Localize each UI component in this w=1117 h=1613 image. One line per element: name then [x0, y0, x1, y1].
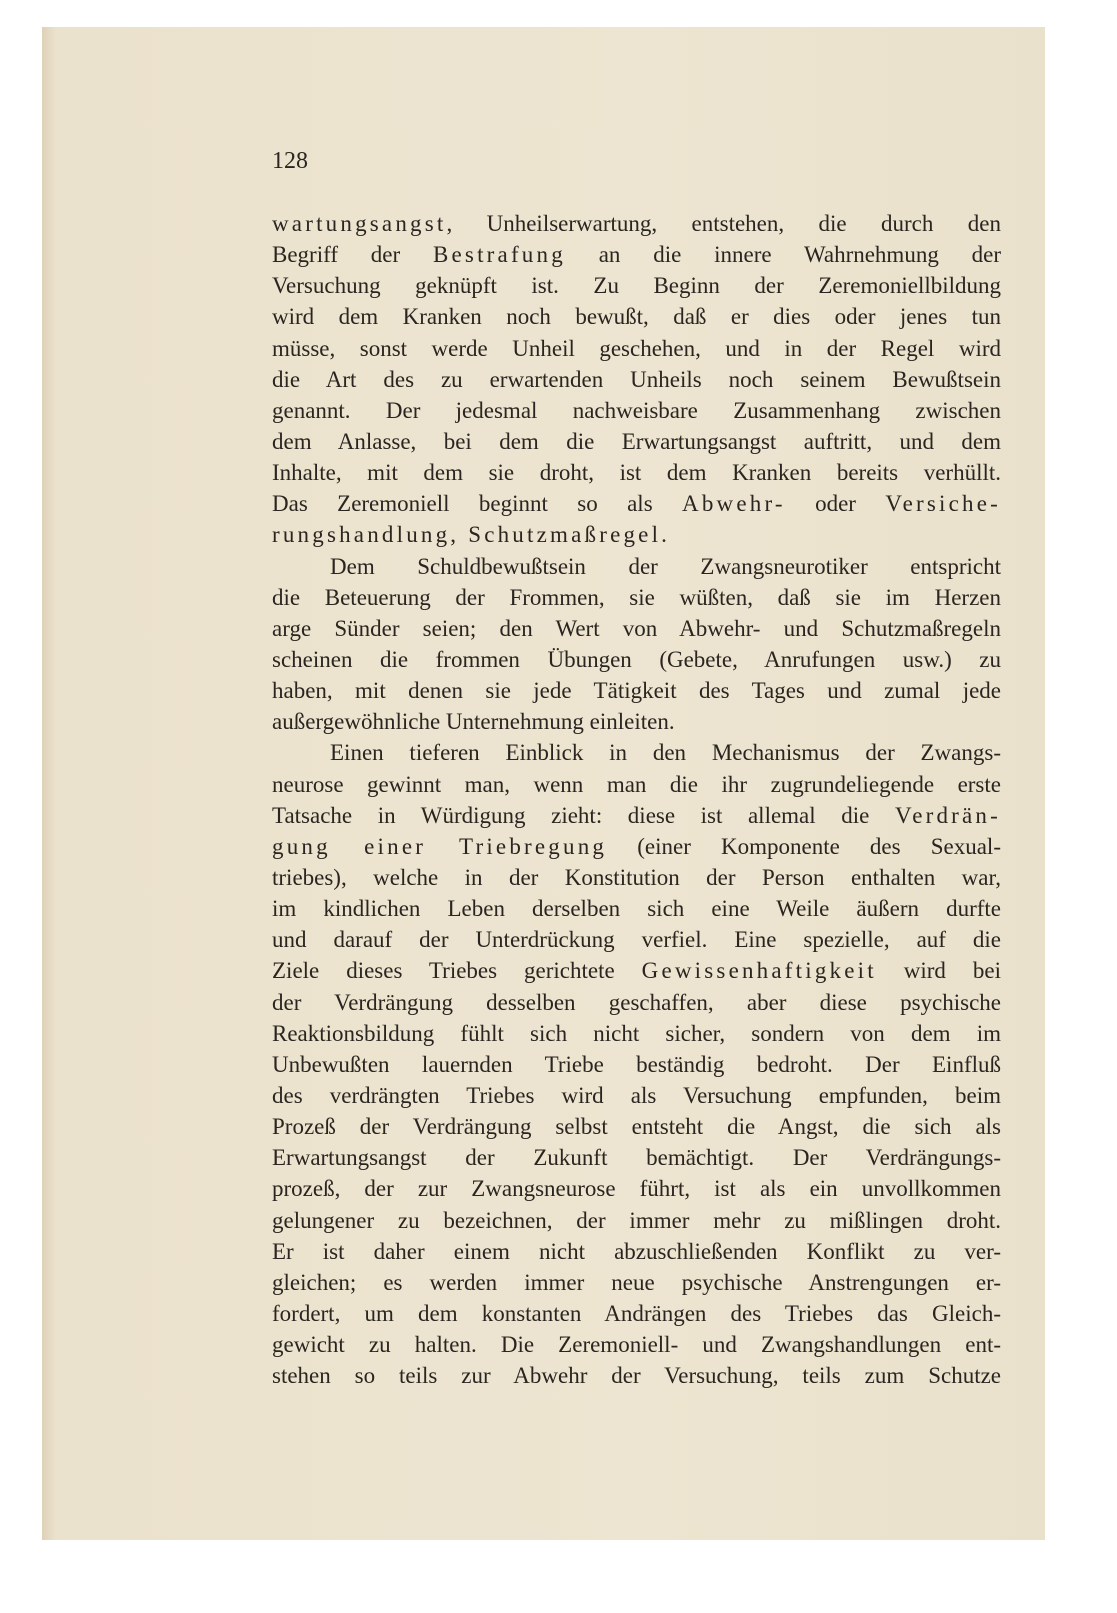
text-run: wird bei: [876, 958, 1001, 984]
text-line: [272, 893, 1001, 924]
text-run: scheinen die frommen Übungen (Gebete, Anrufungen usw.) zu: [272, 646, 1001, 672]
text-line: [272, 800, 1001, 831]
text-run: Begriff der: [272, 242, 433, 268]
text-line: [272, 270, 1001, 301]
text-line: [272, 924, 1001, 955]
text-line: [272, 1267, 1001, 1298]
text-run: , Unheilserwartung, entstehen, die durch den: [446, 211, 1001, 236]
text-run: müsse, sonst werde Unheil geschehen, und in der Regel wird: [272, 335, 1001, 361]
text-line: [272, 1236, 1001, 1267]
text-line: [272, 955, 1001, 986]
text-line: [272, 706, 1001, 737]
text-run: haben, mit denen sie jede Tätigkeit des Tages und zumal jede: [272, 678, 1001, 704]
text-line: [272, 488, 1001, 519]
text-line: [272, 582, 1001, 613]
body-text: [272, 208, 1001, 1391]
text-line: [272, 457, 1001, 488]
text-run: an die innere Wahrnehmung der: [565, 242, 1001, 268]
text-run: gleichen; es werden immer neue psychische Anstrengungen er-: [272, 1269, 1001, 1295]
text-run: genannt. Der jedesmal nachweisbare Zusammenhang zwischen: [272, 397, 1001, 423]
text-run: neurose gewinnt man, wenn man die ihr zugrundeliegende erste: [272, 771, 1001, 797]
text-line: [272, 675, 1001, 706]
text-run: Prozeß der Verdrängung selbst entsteht die Angst, die sich als: [272, 1114, 1001, 1140]
text-run: Inhalte, mit dem sie droht, ist dem Kranken bereits verhüllt.: [272, 460, 1001, 486]
text-run: Unbewußten lauernden Triebe beständig bedroht. Der Einfluß: [272, 1051, 1001, 1077]
text-line: [272, 987, 1001, 1018]
text-run: die Beteuerung der Frommen, sie wüßten, daß sie im Herzen: [272, 584, 1001, 610]
text-run: fordert, um dem konstanten Andrängen des Triebes das Gleich-: [272, 1300, 1001, 1326]
text-line: [272, 551, 1001, 582]
text-line: [272, 1142, 1001, 1173]
text-run: im kindlichen Leben derselben sich eine Weile äußern durfte: [272, 896, 1001, 922]
emphasized-text: rungshandlung, Schutzmaßregel.: [272, 522, 671, 548]
text-run: oder: [785, 491, 886, 517]
text-run: triebes), welche in der Konstitution der Person enthalten war,: [272, 864, 1001, 890]
text-run: des verdrängten Triebes wird als Versuchung empfunden, beim: [272, 1082, 1001, 1108]
text-run: und darauf der Unterdrückung verfiel. Eine spezielle, auf die: [272, 927, 1001, 953]
text-line: [272, 426, 1001, 457]
text-run: Erwartungsangst der Zukunft bemächtigt. Der Verdrängungs-: [272, 1145, 1001, 1171]
text-line: [272, 519, 1001, 550]
text-run: gewicht zu halten. Die Zeremoniell- und Zwangshandlungen ent-: [272, 1332, 1001, 1358]
text-line: [272, 862, 1001, 893]
text-line: [272, 395, 1001, 426]
text-run: stehen so teils zur Abwehr der Versuchung, teils zum Schutze: [272, 1363, 1001, 1389]
text-line: [272, 333, 1001, 364]
text-run: Das Zeremoniell beginnt so als: [272, 491, 683, 517]
emphasized-text: Abwehr-: [682, 491, 786, 517]
text-line: [272, 769, 1001, 800]
text-line: [272, 831, 1001, 862]
text-run: Dem Schuldbewußtsein der Zwangsneurotiker entspricht: [330, 553, 1001, 579]
text-run: Einen tieferen Einblick in den Mechanismus der Zwangs-: [330, 740, 1001, 766]
text-line: [272, 644, 1001, 675]
emphasized-text: wartungsangst: [272, 211, 447, 236]
text-run: Tatsache in Würdigung zieht: diese ist allemal die: [272, 802, 895, 828]
text-line: [272, 239, 1001, 270]
text-line: [272, 1298, 1001, 1329]
text-line: [272, 208, 1001, 239]
text-line: [272, 301, 1001, 332]
emphasized-text: Bestrafung: [432, 242, 566, 268]
text-run: dem Anlasse, bei dem die Erwartungsangst auftritt, und dem: [272, 428, 1001, 454]
text-run: außergewöhnliche Unternehmung einleiten.: [272, 709, 675, 735]
text-line: [272, 1205, 1001, 1236]
emphasized-text: Versiche-: [885, 491, 1001, 517]
text-run: gelungener zu bezeichnen, der immer mehr zu mißlingen droht.: [272, 1207, 1001, 1233]
text-run: Ziele dieses Triebes gerichtete: [272, 958, 642, 984]
text-line: [272, 1173, 1001, 1204]
text-run: Reaktionsbildung fühlt sich nicht sicher, sondern von dem im: [272, 1020, 1001, 1046]
emphasized-text: Gewissenhaftigkeit: [641, 958, 877, 984]
text-run: arge Sünder seien; den Wert von Abwehr- und Schutzmaßregeln: [272, 615, 1001, 641]
text-line: [272, 1018, 1001, 1049]
emphasized-text: Verdrän-: [894, 802, 1001, 828]
text-run: der Verdrängung desselben geschaffen, aber diese psychische: [272, 989, 1001, 1015]
text-line: [272, 737, 1001, 768]
text-run: (einer Komponente des Sexual-: [607, 833, 1001, 859]
text-run: wird dem Kranken noch bewußt, daß er dies oder jenes tun: [272, 304, 1001, 330]
emphasized-text: gung einer Triebregung: [272, 833, 608, 859]
text-line: [272, 364, 1001, 395]
text-line: [272, 1329, 1001, 1360]
text-run: die Art des zu erwartenden Unheils noch seinem Bewußtsein: [272, 366, 1001, 392]
text-line: [272, 1080, 1001, 1111]
page-number: 128: [272, 148, 308, 174]
text-line: [272, 1049, 1001, 1080]
text-run: Versuchung geknüpft ist. Zu Beginn der Zeremoniellbildung: [272, 273, 1001, 299]
text-run: Er ist daher einem nicht abzuschließenden Konflikt zu ver-: [272, 1238, 1001, 1264]
text-run: prozeß, der zur Zwangsneurose führt, ist als ein unvollkommen: [272, 1176, 1001, 1202]
text-line: [272, 1360, 1001, 1391]
text-line: [272, 613, 1001, 644]
text-line: [272, 1111, 1001, 1142]
